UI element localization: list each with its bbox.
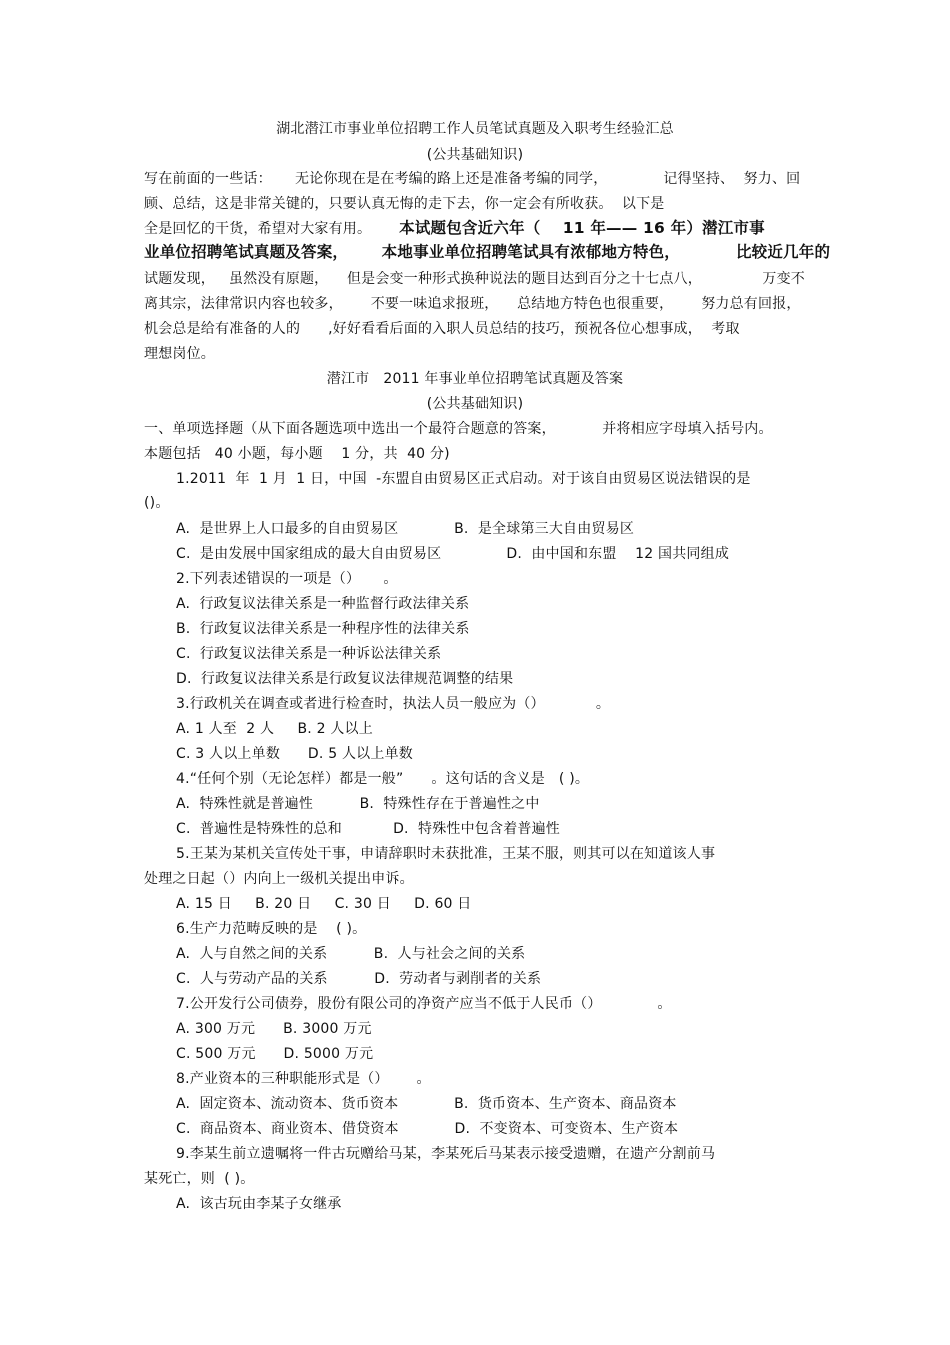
question: 5.王某为某机关宣传处干事，申请辞职时未获批准，王某不服，则其可以在知道该人事 (176, 846, 716, 862)
question: 6.生产力范畴反映的是 ( )。 (176, 921, 367, 937)
option-line: A. 特殊性就是普遍性 B. 特殊性存在于普遍性之中 (176, 796, 540, 812)
intro-line: 顾、总结，这是非常关键的，只要认真无悔的走下去，你一定会有所收获。 以下是 (144, 196, 665, 212)
option-line: C. 商品资本、商业资本、借贷资本 D. 不变资本、可变资本、生产资本 (176, 1121, 679, 1137)
part-heading: 一、单项选择题（从下面各题选项中选出一个最符合题意的答案， 并将相应字母填入括号内。 (144, 421, 773, 437)
question-continuation: 某死亡，则 ( )。 (144, 1171, 255, 1187)
question: 8.产业资本的三种职能形式是（） 。 (176, 1071, 431, 1087)
question: 2.下列表述错误的一项是（） 。 (176, 571, 398, 587)
part-heading: 本题包括 40 小题，每小题 1 分，共 40 分) (144, 446, 450, 462)
question-continuation: 处理之日起（）内向上一级机关提出申诉。 (144, 871, 414, 887)
question: 4.“任何个别（无论怎样）都是一般” 。这句话的含义是 ( )。 (176, 771, 590, 787)
option-line: C. 500 万元 D. 5000 万元 (176, 1046, 374, 1062)
option-line: C. 是由发展中国家组成的最大自由贸易区 D. 由中国和东盟 12 国共同组成 (176, 546, 730, 562)
section-subtitle: (公共基础知识) (426, 396, 524, 412)
intro-line-highlight (144, 219, 765, 238)
option-line: C. 3 人以上单数 D. 5 人以上单数 (176, 746, 413, 762)
option-line: C. 人与劳动产品的关系 D. 劳动者与剥削者的关系 (176, 971, 542, 987)
option-line: A. 人与自然之间的关系 B. 人与社会之间的关系 (176, 946, 526, 962)
option-line: D. 行政复议法律关系是行政复议法律规范调整的结果 (176, 671, 514, 687)
question: 1.2011 年 1 月 1 日，中国 -东盟自由贸易区正式启动。对于该自由贸易区说法错误的是 (176, 471, 751, 487)
option-line: A. 该古玩由李某子女继承 (176, 1196, 342, 1212)
intro-line: 业单位招聘笔试真题及答案， 本地事业单位招聘笔试具有浓郁地方特色， 比较近几年的 (144, 243, 831, 261)
intro-line: 试题发现， 虽然没有原题， 但是会变一种形式换种说法的题目达到百分之十七点八， 万变不 (144, 271, 806, 287)
option-line: A. 行政复议法律关系是一种监督行政法律关系 (176, 596, 470, 612)
option-line: A. 是世界上人口最多的自由贸易区 B. 是全球第三大自由贸易区 (176, 521, 635, 537)
option-line: A. 固定资本、流动资本、货币资本 B. 货币资本、生产资本、商品资本 (176, 1096, 677, 1112)
intro-emphasis: 本试题包含近六年（ 11 年—— 16 年）潜江市事 (399, 219, 765, 237)
option-line: A. 1 人至 2 人 B. 2 人以上 (176, 721, 373, 737)
option-line: A. 300 万元 B. 3000 万元 (176, 1021, 372, 1037)
question: 3.行政机关在调查或者进行检查时，执法人员一般应为（） 。 (176, 696, 611, 712)
option-line: B. 行政复议法律关系是一种程序性的法律关系 (176, 621, 470, 637)
option-line: C. 行政复议法律关系是一种诉讼法律关系 (176, 646, 442, 662)
section-title: 潜江市 2011 年事业单位招聘笔试真题及答案 (326, 371, 624, 387)
intro-line: 机会总是给有准备的人的 ,好好看看后面的入职人员总结的技巧，预祝各位心想事成， 考取 (144, 321, 740, 337)
intro-text: 全是回忆的干货，希望对大家有用。 (144, 221, 400, 237)
question: 7.公开发行公司债券，股份有限公司的净资产应当不低于人民币（） 。 (176, 996, 672, 1012)
intro-line: 离其宗，法律常识内容也较多， 不要一味追求报班， 总结地方特色也很重要， 努力总有回报， (144, 296, 801, 312)
intro-line: 写在前面的一些话： 无论你现在是在考编的路上还是准备考编的同学， 记得坚持、 努力、回 (144, 171, 801, 187)
question-continuation: ()。 (144, 495, 170, 511)
doc-title: 湖北潜江市事业单位招聘工作人员笔试真题及入职考生经验汇总 (276, 121, 674, 137)
option-line: C. 普遍性是特殊性的总和 D. 特殊性中包含着普遍性 (176, 821, 561, 837)
question: 9.李某生前立遗嘱将一件古玩赠给马某，李某死后马某表示接受遗赠，在遗产分割前马 (176, 1146, 716, 1162)
doc-subtitle: (公共基础知识) (426, 147, 524, 163)
option-line: A. 15 日 B. 20 日 C. 30 日 D. 60 日 (176, 896, 472, 912)
intro-line: 理想岗位。 (144, 346, 215, 362)
